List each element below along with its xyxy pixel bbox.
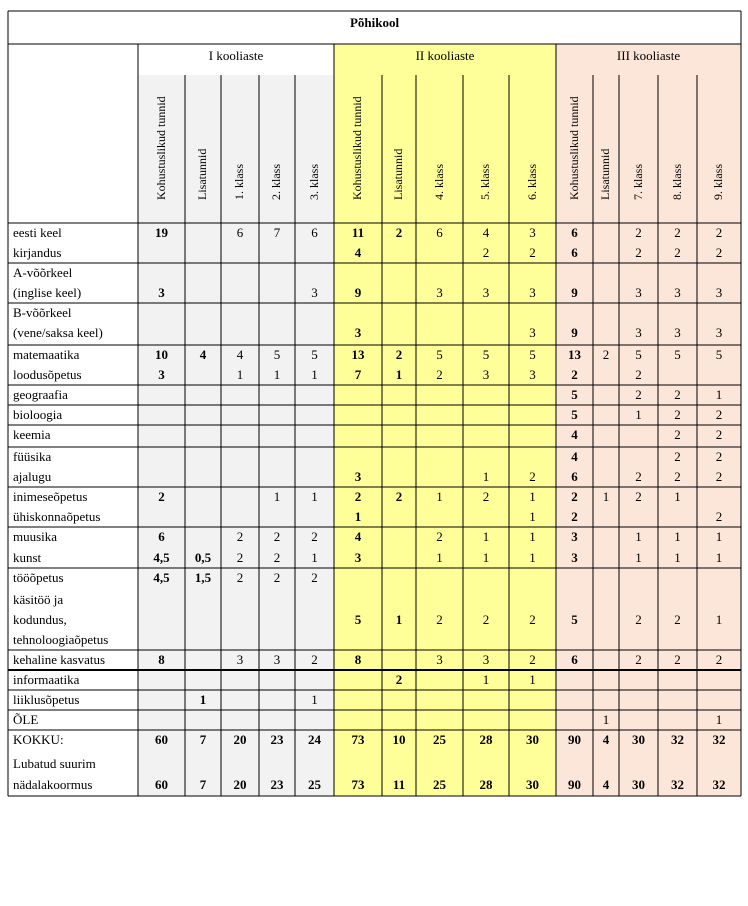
table-cell: 2: [395, 347, 403, 362]
table-cell: 73: [351, 732, 365, 747]
row-label: informaatika: [13, 672, 80, 687]
table-cell: 30: [632, 777, 645, 792]
table-cell: 2: [674, 245, 681, 260]
table-cell: 1: [395, 612, 403, 627]
table-cell: 1: [674, 550, 681, 565]
table-cell: 3: [674, 325, 681, 340]
table-cell: 9: [571, 285, 578, 300]
table-cell: 2: [571, 509, 578, 524]
row-label: käsitöö ja: [13, 592, 64, 607]
table-cell: 2: [715, 427, 723, 442]
row-label: B-võõrkeel: [13, 305, 72, 320]
row-label: matemaatika: [13, 347, 80, 362]
table-cell: 30: [632, 732, 645, 747]
table-cell: 3: [354, 550, 362, 565]
table-cell: 25: [433, 732, 446, 747]
table-cell: 3: [482, 285, 490, 300]
table-cell: 3: [529, 367, 536, 382]
table-cell: 4,5: [153, 550, 170, 565]
table-cell: 3: [236, 652, 244, 667]
table-cell: 60: [155, 777, 168, 792]
table-cell: 2: [674, 225, 681, 240]
table-cell: 8: [158, 652, 165, 667]
row-label: inimeseõpetus: [13, 489, 88, 504]
table-cell: 3: [482, 367, 490, 382]
table-cell: 6: [436, 225, 443, 240]
table-cell: 2: [436, 529, 443, 544]
table-cell: 9: [571, 325, 578, 340]
table-cell: 24: [308, 732, 321, 747]
table-cell: 2: [674, 387, 681, 402]
table-cell: 3: [311, 285, 318, 300]
table-cell: 1: [273, 367, 281, 382]
table-cell: 2: [715, 509, 723, 524]
column-header: Kohustuslikud tunnid: [350, 96, 364, 200]
table-cell: 1: [715, 612, 723, 627]
table-cell: 3: [529, 325, 536, 340]
table-cell: 13: [568, 347, 581, 362]
table-cell: 30: [526, 777, 539, 792]
table-cell: 1: [529, 509, 536, 524]
table-cell: 2: [311, 529, 318, 544]
table-cell: 1: [715, 387, 723, 402]
row-label: füüsika: [13, 449, 52, 464]
row-label: KOKKU:: [13, 732, 64, 747]
table-cell: 1: [311, 692, 318, 707]
row-label: tööõpetus: [13, 570, 64, 585]
table-cell: 5: [273, 347, 281, 362]
table-cell: 1: [482, 672, 490, 687]
table-cell: 20: [233, 732, 247, 747]
table-cell: 2: [395, 489, 403, 504]
column-header: Lisatunnid: [391, 148, 405, 200]
table-cell: 5: [529, 347, 536, 362]
row-label: ÕLE: [13, 712, 39, 727]
table-cell: 3: [635, 325, 642, 340]
table-cell: 2: [674, 449, 681, 464]
column-header: 1. klass: [232, 164, 246, 200]
table-cell: 5: [311, 347, 318, 362]
table-cell: 5: [715, 347, 723, 362]
table-cell: 3: [529, 285, 536, 300]
table-cell: 1: [273, 489, 281, 504]
table-cell: 73: [351, 777, 365, 792]
table-cell: 2: [602, 347, 610, 362]
table-cell: 2: [635, 652, 642, 667]
table-cell: 90: [568, 732, 581, 747]
table-title: Põhikool: [349, 15, 400, 30]
stage-header-2: II kooliaste: [415, 48, 475, 63]
stage-header-3: III kooliaste: [616, 48, 681, 63]
table-cell: 1: [436, 489, 443, 504]
table-cell: 2: [571, 367, 578, 382]
table-cell: 30: [526, 732, 539, 747]
table-cell: 2: [311, 570, 318, 585]
table-cell: 1: [715, 550, 723, 565]
table-cell: 2: [715, 407, 723, 422]
table-cell: 7: [199, 732, 207, 747]
table-cell: 2: [529, 652, 536, 667]
table-cell: 7: [354, 367, 362, 382]
table-cell: 2: [436, 367, 443, 382]
table-cell: 60: [155, 732, 168, 747]
table-cell: 2: [635, 469, 642, 484]
table-cell: 2: [635, 387, 642, 402]
column-header: 7. klass: [630, 164, 645, 200]
table-cell: 1: [715, 529, 723, 544]
table-cell: 6: [571, 245, 578, 260]
table-cell: 1: [529, 550, 536, 565]
table-cell: 6: [571, 225, 578, 240]
table-cell: 2: [715, 469, 723, 484]
table-cell: 5: [571, 387, 578, 402]
table-cell: 3: [674, 285, 681, 300]
table-cell: 2: [715, 245, 723, 260]
row-label: kirjandus: [13, 245, 62, 260]
table-cell: 7: [199, 777, 207, 792]
table-cell: 2: [635, 367, 642, 382]
row-label: ühiskonnaõpetus: [13, 509, 101, 524]
table-cell: 5: [482, 347, 490, 362]
table-cell: 3: [354, 325, 362, 340]
table-cell: 25: [433, 777, 446, 792]
row-label: loodusõpetus: [13, 367, 82, 382]
table-cell: 3: [635, 285, 642, 300]
table-cell: 4: [571, 449, 578, 464]
table-cell: 5: [635, 347, 642, 362]
table-cell: 1: [354, 509, 362, 524]
table-cell: 4: [602, 732, 610, 747]
column-header: Lisatunnid: [598, 148, 612, 200]
table-cell: 2: [529, 612, 536, 627]
table-cell: 1: [436, 550, 443, 565]
table-cell: 2: [674, 407, 681, 422]
column-header: Lisatunnid: [195, 148, 209, 200]
table-cell: 3: [436, 652, 443, 667]
table-cell: 0,5: [194, 550, 212, 565]
table-cell: 3: [571, 550, 578, 565]
table-cell: 2: [273, 529, 281, 544]
table-cell: 6: [236, 225, 244, 240]
table-cell: 2: [273, 570, 281, 585]
table-cell: 3: [158, 367, 165, 382]
table-cell: 32: [671, 732, 684, 747]
table-cell: 2: [635, 489, 642, 504]
table-cell: 5: [571, 407, 578, 422]
table-cell: 2: [436, 612, 443, 627]
table-cell: 2: [158, 489, 165, 504]
table-cell: 3: [715, 285, 723, 300]
table-cell: 2: [236, 529, 244, 544]
table-cell: 11: [392, 777, 406, 792]
table-cell: 3: [482, 652, 490, 667]
table-cell: 2: [482, 245, 490, 260]
stage-header-1: I kooliaste: [208, 48, 264, 63]
table-cell: 1: [529, 672, 536, 687]
row-label: kehaline kasvatus: [13, 652, 106, 667]
table-cell: 1: [529, 529, 536, 544]
table-cell: 7: [273, 225, 281, 240]
table-cell: 3: [436, 285, 443, 300]
table-cell: 10: [155, 347, 168, 362]
table-cell: 10: [392, 732, 406, 747]
table-cell: 1: [635, 550, 642, 565]
table-cell: 1: [674, 529, 681, 544]
table-cell: 2: [395, 672, 403, 687]
table-cell: 1: [199, 692, 207, 707]
table-cell: 2: [529, 469, 536, 484]
row-label: kunst: [13, 550, 42, 565]
table-cell: 6: [158, 529, 165, 544]
row-label: keemia: [13, 427, 51, 442]
table-cell: 2: [529, 245, 536, 260]
table-cell: 13: [351, 347, 365, 362]
table-cell: 1: [635, 529, 642, 544]
table-cell: 28: [479, 732, 493, 747]
table-cell: 6: [571, 652, 578, 667]
table-cell: 9: [354, 285, 362, 300]
table-cell: 2: [236, 550, 244, 565]
table-cell: 2: [635, 612, 642, 627]
row-label: ajalugu: [13, 469, 52, 484]
table-cell: 2: [236, 570, 244, 585]
table-cell: 1: [482, 529, 490, 544]
table-cell: 1: [529, 489, 536, 504]
row-label: (inglise keel): [13, 285, 82, 300]
column-header: 8. klass: [669, 164, 684, 200]
row-label: geograafia: [13, 387, 68, 402]
table-cell: 2: [311, 652, 318, 667]
table-cell: 1: [635, 407, 642, 422]
table-cell: 1: [236, 367, 244, 382]
table-cell: 4: [354, 245, 362, 260]
table-cell: 2: [395, 225, 403, 240]
table-cell: 2: [674, 427, 681, 442]
table-cell: 11: [351, 225, 365, 240]
table-cell: 2: [715, 449, 723, 464]
table-cell: 8: [354, 652, 362, 667]
table-cell: 1: [311, 489, 318, 504]
table-cell: 2: [635, 245, 642, 260]
table-cell: 4: [236, 347, 244, 362]
column-header: 6. klass: [524, 164, 539, 200]
table-cell: 25: [308, 777, 321, 792]
table-cell: 4: [354, 529, 362, 544]
column-header: 3. klass: [306, 164, 321, 200]
table-cell: 19: [155, 225, 168, 240]
table-cell: 2: [674, 652, 681, 667]
table-cell: 1: [715, 712, 723, 727]
table-cell: 1,5: [194, 570, 212, 585]
table-cell: 1: [395, 367, 403, 382]
table-cell: 2: [482, 612, 490, 627]
table-cell: 1: [602, 712, 610, 727]
column-header: 4. klass: [431, 164, 446, 200]
table-cell: 3: [529, 225, 536, 240]
table-cell: 1: [311, 550, 318, 565]
table-cell: 5: [354, 612, 362, 627]
table-cell: 2: [635, 225, 642, 240]
table-cell: 2: [354, 489, 362, 504]
row-label: muusika: [13, 529, 58, 544]
table-cell: 4: [602, 777, 610, 792]
table-cell: 3: [273, 652, 281, 667]
column-header: 2. klass: [269, 164, 283, 200]
table-cell: 1: [482, 469, 490, 484]
column-header: Kohustuslikud tunnid: [153, 96, 168, 200]
row-label: Lubatud suurim: [13, 756, 96, 771]
table-cell: 2: [715, 225, 723, 240]
table-cell: 32: [712, 732, 726, 747]
table-cell: 1: [311, 367, 318, 382]
table-cell: 32: [712, 777, 726, 792]
stage-3-shading: [556, 44, 741, 796]
table-cell: 3: [354, 469, 362, 484]
column-header: Kohustuslikud tunnid: [566, 96, 581, 200]
table-cell: 28: [479, 777, 493, 792]
table-cell: 2: [715, 652, 723, 667]
table-cell: 3: [158, 285, 165, 300]
column-header: 9. klass: [711, 164, 725, 200]
table-cell: 3: [715, 325, 723, 340]
table-cell: 2: [674, 469, 681, 484]
table-cell: 23: [270, 732, 284, 747]
table-cell: 6: [571, 469, 578, 484]
column-header: 5. klass: [478, 164, 492, 200]
row-label: bioloogia: [13, 407, 63, 422]
table-cell: 20: [233, 777, 247, 792]
table-cell: 4: [482, 225, 490, 240]
table-cell: 2: [674, 612, 681, 627]
table-cell: 2: [571, 489, 578, 504]
table-cell: 2: [482, 489, 490, 504]
table-cell: 23: [270, 777, 284, 792]
table-cell: 5: [571, 612, 578, 627]
table-cell: 5: [674, 347, 681, 362]
table-cell: 5: [436, 347, 443, 362]
row-label: liiklusõpetus: [13, 692, 80, 707]
row-label: (vene/saksa keel): [13, 325, 103, 340]
table-cell: 32: [671, 777, 684, 792]
row-label: kodundus,: [13, 612, 67, 627]
row-label: eesti keel: [13, 225, 62, 240]
table-cell: 1: [482, 550, 490, 565]
table-cell: 90: [568, 777, 581, 792]
table-cell: 4: [199, 347, 207, 362]
table-cell: 4: [571, 427, 578, 442]
row-label: A-võõrkeel: [13, 265, 73, 280]
stage-2-shading: [334, 44, 556, 796]
table-cell: 4,5: [153, 570, 170, 585]
row-label: nädalakoormus: [13, 777, 93, 792]
table-cell: 3: [571, 529, 578, 544]
table-cell: 6: [311, 225, 318, 240]
table-cell: 1: [674, 489, 681, 504]
table-cell: 2: [273, 550, 281, 565]
row-label: tehnoloogiaõpetus: [13, 632, 109, 647]
table-cell: 1: [602, 489, 610, 504]
